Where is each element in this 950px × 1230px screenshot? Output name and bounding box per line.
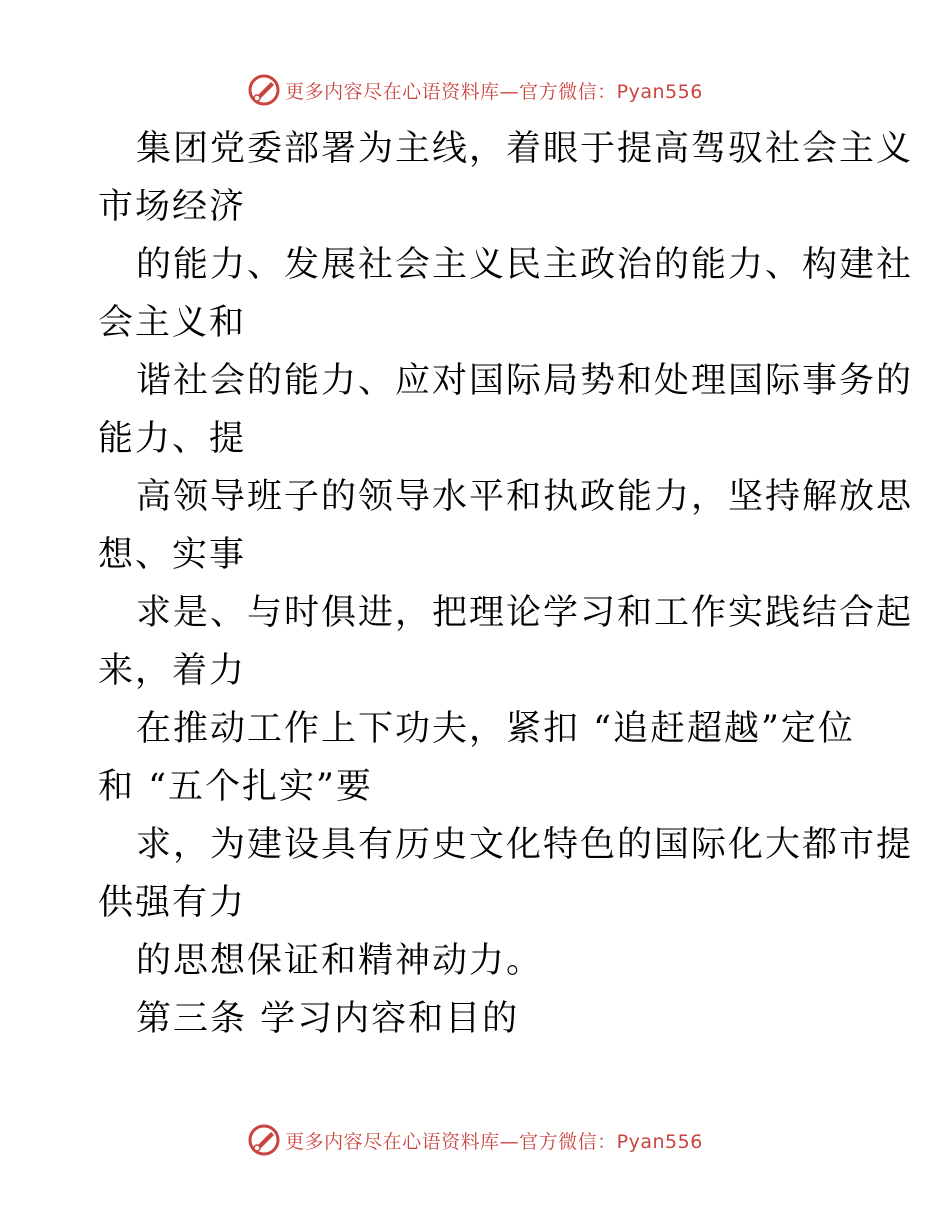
body-line: 求是、与时俱进，把理论学习和工作实践结合起 [136,593,914,633]
body-line: 高领导班子的领导水平和执政能力，坚持解放思 [136,477,914,517]
body-line: 供强有力 [98,883,247,923]
body-line: 在推动工作上下功夫，紧扣 “追赶超越”定位 [136,709,855,749]
body-line: 能力、提 [98,419,247,459]
brush-logo-icon [247,1123,281,1157]
document-body [98,120,914,1048]
section-heading: 第三条 学习内容和目的 [136,999,520,1039]
body-line: 想、实事 [98,535,247,575]
brush-logo-icon [247,73,281,107]
body-line: 和 “五个扎实”要 [98,767,373,807]
body-line: 谐社会的能力、应对国际局势和处理国际事务的 [136,361,914,401]
header-banner-text: 更多内容尽在心语资料库—官方微信：Pyan556 [285,80,703,103]
header-banner [0,70,950,110]
footer-banner-text: 更多内容尽在心语资料库—官方微信：Pyan556 [285,1130,703,1153]
body-line: 的能力、发展社会主义民主政治的能力、构建社 [136,245,914,285]
body-line: 会主义和 [98,303,247,343]
body-line: 来，着力 [98,651,247,691]
body-line: 市场经济 [98,187,247,227]
footer-banner [0,1120,950,1160]
body-line: 求，为建设具有历史文化特色的国际化大都市提 [136,825,914,865]
body-line: 的思想保证和精神动力。 [136,941,544,981]
body-line: 集团党委部署为主线，着眼于提高驾驭社会主义 [136,129,914,169]
